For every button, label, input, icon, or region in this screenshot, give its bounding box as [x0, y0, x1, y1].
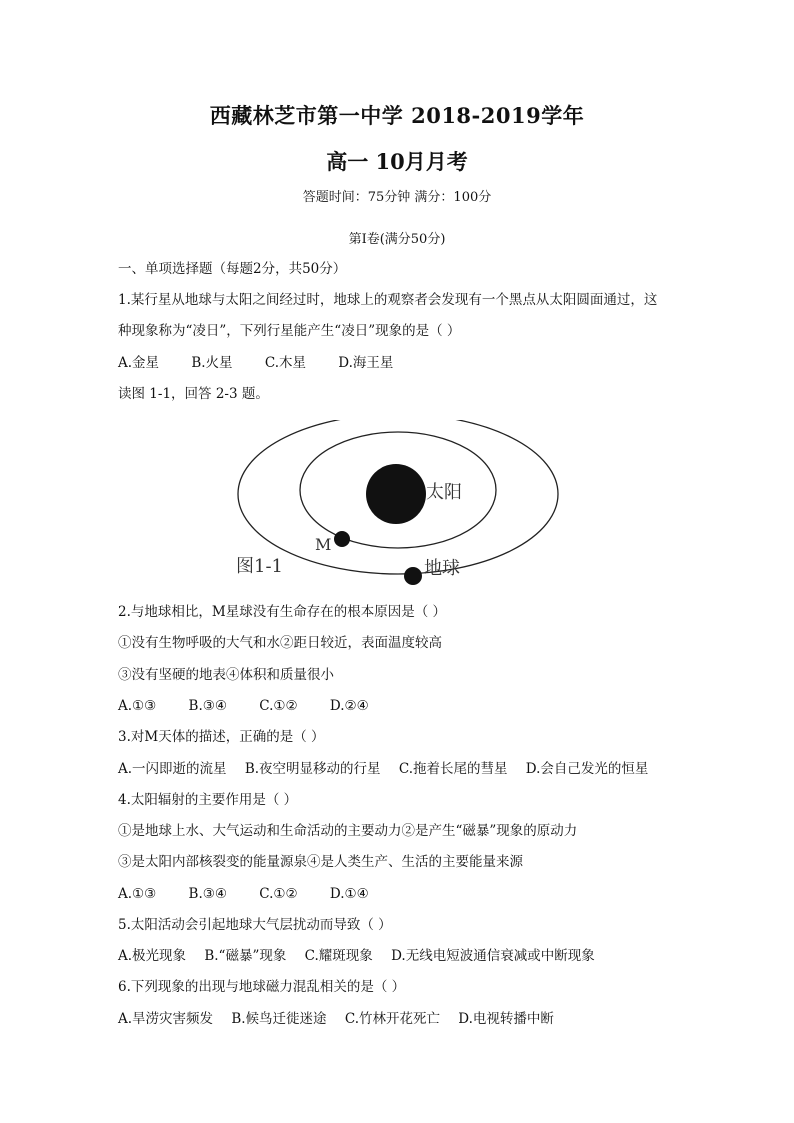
part-heading: 一、单项选择题（每题2分，共50分）: [118, 261, 347, 277]
q3-option-c: C.拖着长尾的彗星: [398, 761, 508, 777]
q6-option-d: D.电视转播中断: [458, 1011, 554, 1027]
q6-options: [118, 1010, 568, 1028]
q3-options: [118, 760, 662, 778]
q4-option-b: B.③④: [188, 886, 227, 902]
q4-statement-1: ①是地球上水、大气运动和生命活动的主要动力②是产生“磁暴”现象的原动力: [118, 823, 578, 839]
q3-option-b: B.夜空明显移动的行星: [244, 761, 381, 777]
q5-option-d: D.无线电短波通信衰减或中断现象: [391, 948, 595, 964]
q1-option-a: A.金星: [118, 355, 160, 371]
q6-stem: 6.下列现象的出现与地球磁力混乱相关的是（ ）: [118, 979, 406, 995]
q1-stem-line1: 1.某行星从地球与太阳之间经过时，地球上的观察者会发现有一个黑点从太阳圆面通过，这: [118, 292, 658, 308]
sun-label: 太阳: [426, 482, 462, 503]
q6-option-b: B.候鸟迁徙迷途: [231, 1011, 327, 1027]
section-title: 第Ⅰ卷(满分50分): [348, 232, 446, 247]
q6-option-a: A.旱涝灾害频发: [118, 1011, 214, 1027]
q2-option-b: B.③④: [188, 698, 227, 714]
q1-option-c: C.木星: [264, 355, 306, 371]
q2-options: [118, 697, 397, 715]
q1-options: [118, 354, 421, 372]
figure-caption: 图1-1: [236, 556, 283, 577]
q2-option-a: A.①③: [118, 698, 157, 714]
exam-title: 西藏林芝市第一中学 2018-2019学年: [209, 103, 585, 128]
q4-options: [118, 885, 397, 903]
q1-stem-line2: 种现象称为“凌日”，下列行星能产生“凌日”现象的是（ ）: [118, 323, 461, 339]
q5-stem: 5.太阳活动会引起地球大气层扰动而导致（ ）: [118, 917, 392, 933]
read-figure-intro: 读图 1-1，回答 2-3 题。: [118, 386, 269, 402]
q3-option-a: A.一闪即逝的流星: [118, 761, 227, 777]
q2-stem: 2.与地球相比，M星球没有生命存在的根本原因是（ ）: [118, 604, 446, 620]
q4-option-d: D.①④: [329, 886, 369, 902]
solar-orbit-figure: [228, 420, 568, 590]
q5-option-c: C.耀斑现象: [304, 948, 373, 964]
q4-stem: 4.太阳辐射的主要作用是（ ）: [118, 792, 298, 808]
q1-option-b: B.火星: [191, 355, 233, 371]
q3-option-d: D.会自己发光的恒星: [525, 761, 649, 777]
exam-subtitle: 高一 10月月考: [326, 149, 468, 174]
sun-disc: [366, 464, 426, 524]
q1-option-d: D.海王星: [338, 355, 394, 371]
q2-option-d: D.②④: [329, 698, 369, 714]
q4-statement-2: ③是太阳内部核裂变的能量源泉④是人类生产、生活的主要能量来源: [118, 854, 523, 870]
q2-statement-1: ①没有生物呼吸的大气和水②距日较近，表面温度较高: [118, 635, 442, 651]
q5-options: [118, 947, 609, 965]
q2-statement-2: ③没有坚硬的地表④体积和质量很小: [118, 667, 334, 683]
exam-meta: 答题时间：75分钟 满分：100分: [302, 190, 492, 205]
q5-option-b: B.“磁暴”现象: [204, 948, 287, 964]
q6-option-c: C.竹林开花死亡: [344, 1011, 440, 1027]
m-label: M: [315, 535, 332, 554]
q2-option-c: C.①②: [259, 698, 298, 714]
planet-m: [334, 531, 350, 547]
earth-label: 地球: [424, 558, 460, 579]
q4-option-c: C.①②: [259, 886, 298, 902]
q3-stem: 3.对M天体的描述，正确的是（ ）: [118, 729, 325, 745]
q4-option-a: A.①③: [118, 886, 157, 902]
earth-disc: [404, 567, 422, 585]
q5-option-a: A.极光现象: [118, 948, 187, 964]
